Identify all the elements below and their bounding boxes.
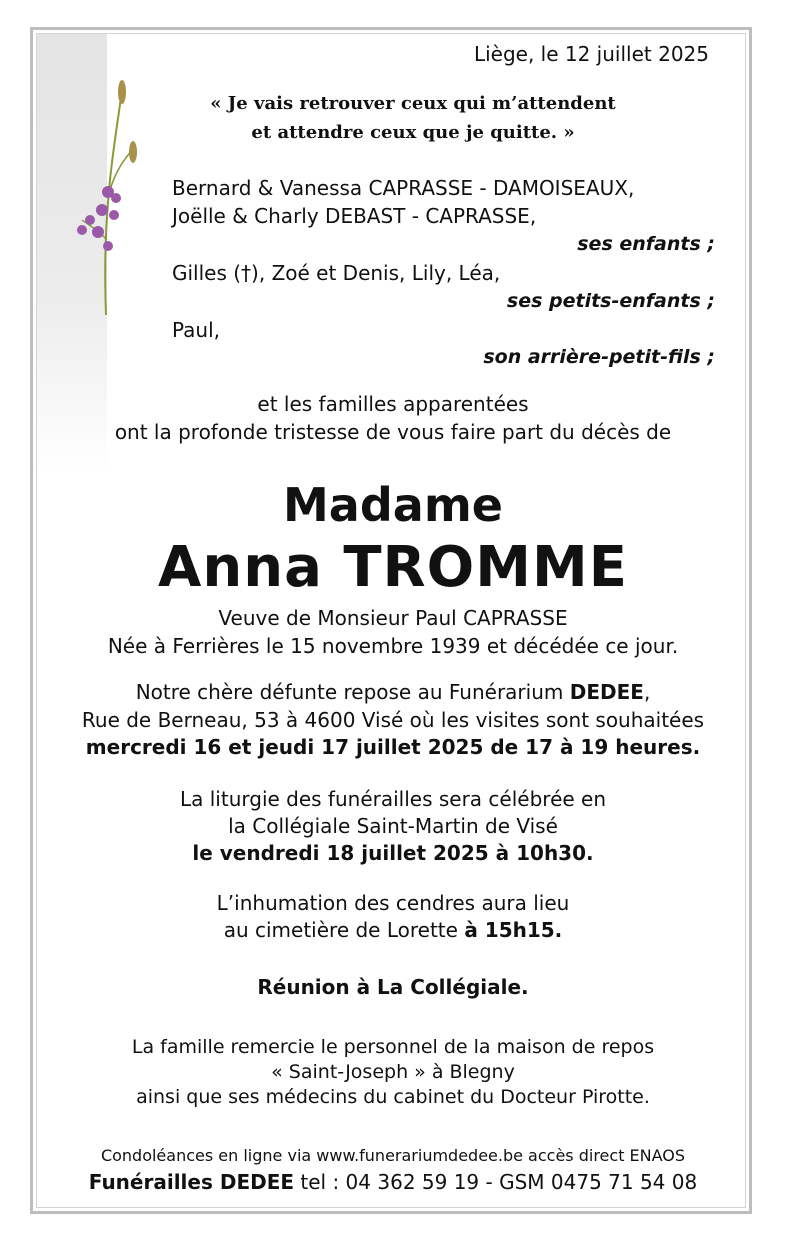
great-grandchild-line: Paul, xyxy=(172,318,221,342)
thanks-line-2: « Saint-Joseph » à Blegny xyxy=(271,1061,515,1083)
visitation-address: Rue de Berneau, 53 à 4600 Visé où les visites sont souhaitées xyxy=(81,708,705,732)
reunion-line: Réunion à La Collégiale. xyxy=(257,975,529,999)
burial-place: au cimetière de Lorette xyxy=(223,918,465,942)
deceased-title: Madame xyxy=(283,478,503,532)
contact-numbers: tel : 04 362 59 19 - GSM 0475 71 54 08 xyxy=(294,1170,698,1194)
visitation-hours: mercredi 16 et jeudi 17 juillet 2025 de 17 à 19 heures. xyxy=(85,735,701,759)
children-line-1: Bernard & Vanessa CAPRASSE - DAMOISEAUX, xyxy=(172,176,635,200)
burial-line-2 xyxy=(40,918,746,942)
deceased-name: Anna TROMME xyxy=(158,535,628,600)
burial-line-1: L’inhumation des cendres aura lieu xyxy=(216,891,570,915)
company-name: Funérailles DEDEE xyxy=(88,1170,295,1194)
liturgy-line-1: La liturgie des funérailles sera célébrée en xyxy=(179,787,607,811)
contact-line xyxy=(40,1170,746,1194)
condolences-line: Condoléances en ligne via www.funerariumdedee.be accès direct ENAOS xyxy=(100,1146,686,1165)
great-grandchild-role: son arrière-petit-fils ; xyxy=(483,346,715,368)
epitaph-quote xyxy=(40,89,786,147)
liturgy-line-2: la Collégiale Saint-Martin de Visé xyxy=(228,814,558,838)
thanks-line-1: La famille remercie le personnel de la maison de repos xyxy=(131,1036,655,1058)
widow-line: Veuve de Monsieur Paul CAPRASSE xyxy=(218,606,568,630)
children-line-2: Joëlle & Charly DEBAST - CAPRASSE, xyxy=(172,204,537,228)
visitation-line-1 xyxy=(40,680,746,704)
quote-line-2: et attendre ceux que je quitte. » xyxy=(251,122,575,143)
burial-time: à 15h15. xyxy=(464,918,563,942)
grandchildren-line: Gilles (†), Zoé et Denis, Lily, Léa, xyxy=(172,261,501,285)
liturgy-date: le vendredi 18 juillet 2025 à 10h30. xyxy=(192,841,594,865)
birth-death-line: Née à Ferrières le 15 novembre 1939 et décédée ce jour. xyxy=(107,634,679,658)
announcement-line: ont la profonde tristesse de vous faire part du décès de xyxy=(114,420,672,444)
visitation-text: Notre chère défunte repose au Funérarium xyxy=(135,680,570,704)
thanks-line-3: ainsi que ses médecins du cabinet du Docteur Pirotte. xyxy=(136,1086,650,1108)
grandchildren-role: ses petits-enfants ; xyxy=(506,290,715,312)
date-line: Liège, le 12 juillet 2025 xyxy=(473,42,709,66)
funerarium-name: DEDEE xyxy=(569,680,644,704)
visitation-comma: , xyxy=(643,680,651,704)
families-line: et les familles apparentées xyxy=(257,392,529,416)
quote-line-1: « Je vais retrouver ceux qui m’attendent xyxy=(210,93,616,114)
children-role: ses enfants ; xyxy=(577,233,715,255)
